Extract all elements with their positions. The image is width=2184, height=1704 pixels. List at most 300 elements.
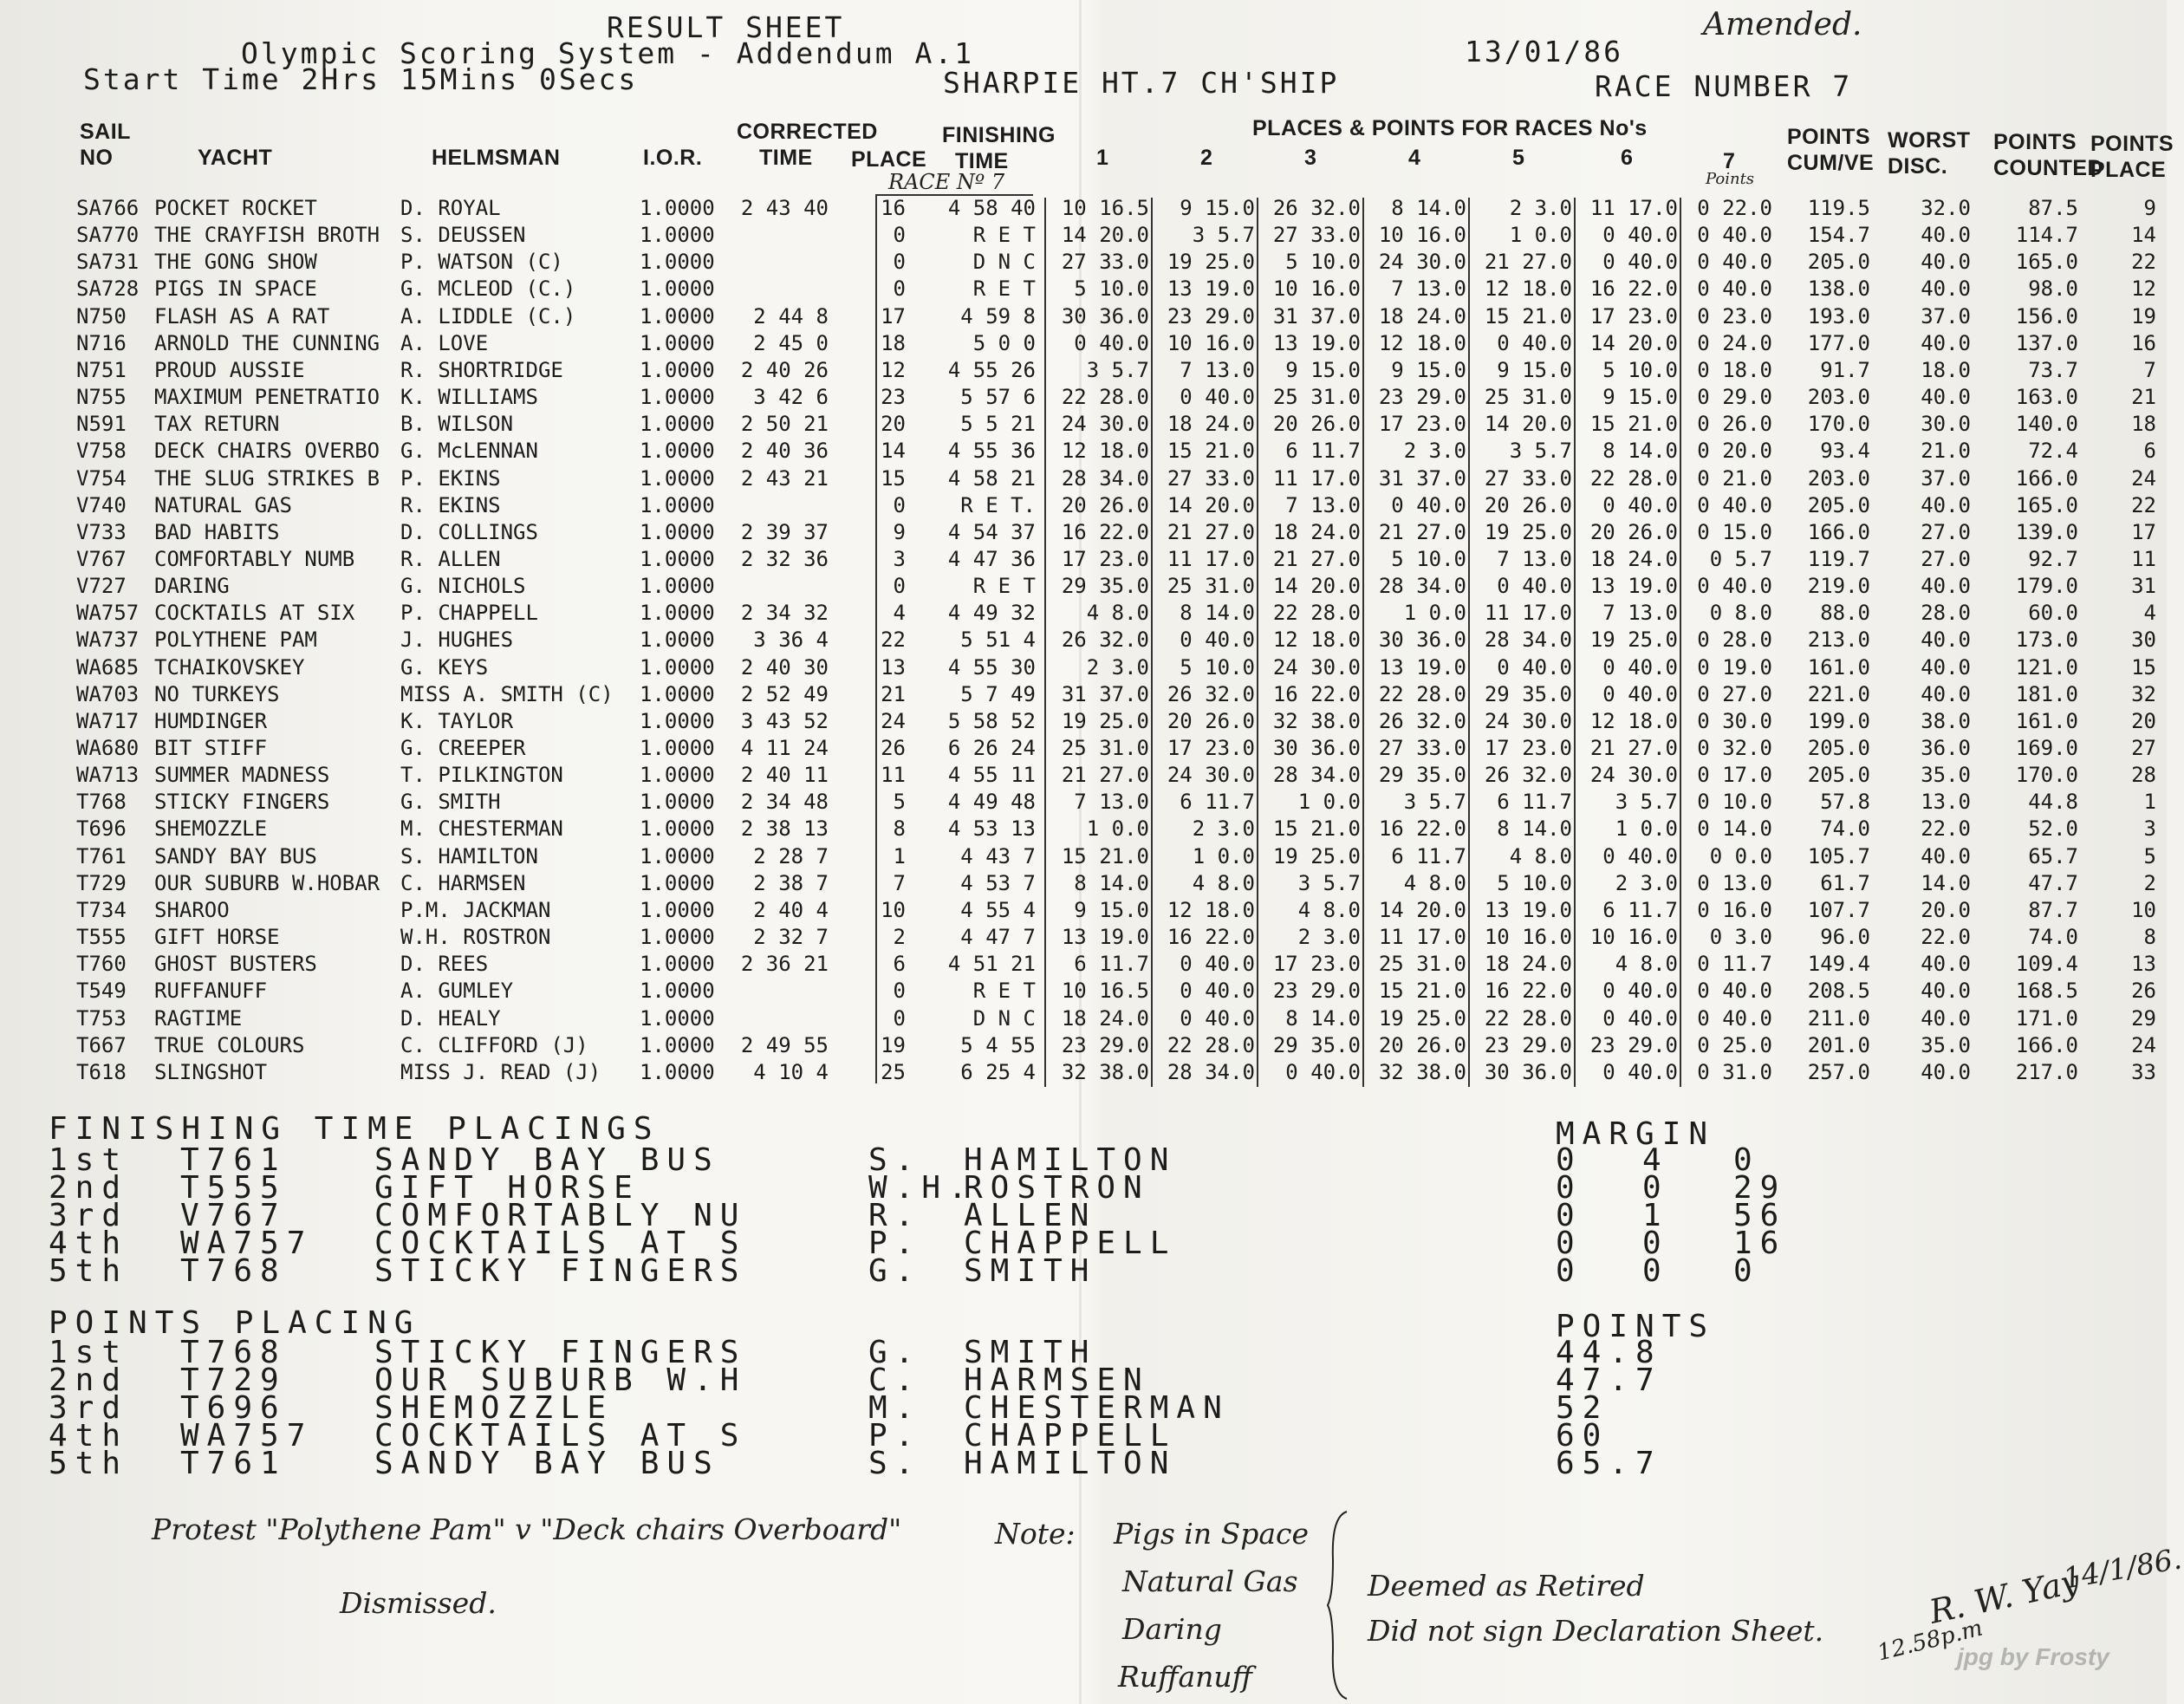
- col-disc: DISC.: [1888, 154, 1948, 179]
- cell-race1: 20 26.0: [1061, 492, 1149, 517]
- cell-race3: 15 21.0: [1272, 816, 1361, 842]
- cell-race6: 11 17.0: [1589, 196, 1678, 220]
- cell-place: 17: [881, 303, 906, 328]
- placing-pos: 1st: [49, 1142, 129, 1178]
- cell-finish-time: D N C: [972, 250, 1036, 275]
- cell-helmsman: MISS J. READ (J): [400, 1059, 601, 1084]
- cell-finish-time: 6 25 4: [960, 1059, 1036, 1084]
- cell-sail: T753: [76, 1005, 127, 1031]
- cell-race3: 13 19.0: [1272, 330, 1361, 355]
- cell-race1: 5 10.0: [1074, 276, 1149, 302]
- cell-race5: 3 5.7: [1509, 439, 1572, 464]
- column-divider: [1257, 198, 1258, 1087]
- cell-race6: 1 0.0: [1615, 816, 1678, 842]
- placing-helm-name: CHAPPELL: [964, 1226, 1177, 1261]
- cell-race7: 0 28.0: [1697, 628, 1772, 653]
- placing-sail: WA757: [180, 1418, 314, 1454]
- placing-sail: WA757: [180, 1226, 314, 1261]
- cell-place: 4: [893, 601, 906, 626]
- cell-race3: 26 32.0: [1272, 196, 1361, 220]
- cell-race7: 0 40.0: [1697, 574, 1772, 599]
- cell-finish-time: 4 53 7: [960, 870, 1036, 895]
- cell-yacht: GIFT HORSE: [154, 925, 280, 950]
- cell-race7: 0 3.0: [1709, 925, 1772, 950]
- col-race-2: 2: [1200, 146, 1213, 170]
- cell-helmsman: P. EKINS: [400, 465, 501, 491]
- cell-counted: 137.0: [2015, 330, 2078, 355]
- cell-race7: 0 22.0: [1697, 196, 1772, 220]
- cell-worst-disc: 13.0: [1921, 790, 1971, 815]
- cell-race7: 0 14.0: [1697, 816, 1772, 842]
- cell-final-place: 13: [2131, 952, 2156, 977]
- cell-race2: 16 22.0: [1167, 925, 1255, 950]
- cell-yacht: DARING: [154, 574, 230, 599]
- placing-sail: T761: [180, 1446, 287, 1481]
- cell-race6: 0 40.0: [1602, 250, 1678, 275]
- protest-note: Protest "Polythene Pam" v "Deck chairs Overboard": [152, 1512, 902, 1546]
- cell-counted: 72.4: [2028, 439, 2078, 464]
- cell-race7: 0 40.0: [1697, 223, 1772, 248]
- cell-race2: 19 25.0: [1167, 250, 1255, 275]
- cell-race5: 16 22.0: [1484, 979, 1572, 1004]
- cell-sail: SA770: [76, 223, 140, 248]
- cell-race6: 0 40.0: [1602, 1059, 1678, 1084]
- placing-sail: T555: [180, 1170, 287, 1206]
- cell-finish-time: 4 49 32: [947, 601, 1036, 626]
- cell-race3: 28 34.0: [1272, 763, 1361, 788]
- cell-counted: 44.8: [2028, 790, 2078, 815]
- cell-finish-time: 4 55 26: [947, 357, 1036, 382]
- cell-race1: 3 5.7: [1086, 357, 1149, 382]
- cell-yacht: SLINGSHOT: [154, 1059, 268, 1084]
- cell-worst-disc: 27.0: [1921, 546, 1971, 571]
- cell-race4: 24 30.0: [1378, 250, 1466, 275]
- cell-place: 22: [881, 628, 906, 653]
- cell-ior: 1.0000: [640, 897, 715, 922]
- cell-corrected: 2 34 32: [740, 601, 829, 626]
- cell-place: 18: [881, 330, 906, 355]
- cell-race1: 9 15.0: [1074, 897, 1149, 922]
- cell-worst-disc: 40.0: [1921, 385, 1971, 410]
- sheet-title: RESULT SHEET: [607, 10, 845, 44]
- cell-race1: 13 19.0: [1061, 925, 1149, 950]
- cell-counted: 163.0: [2015, 385, 2078, 410]
- placing-pos: 2nd: [49, 1363, 129, 1398]
- cell-worst-disc: 40.0: [1921, 330, 1971, 355]
- cell-helmsman: S. DEUSSEN: [400, 223, 526, 248]
- signature: R. W. Yay: [1926, 1562, 2083, 1631]
- cell-race7: 0 32.0: [1697, 736, 1772, 760]
- cell-counted: 179.0: [2015, 574, 2078, 599]
- cell-race2: 14 20.0: [1167, 492, 1255, 517]
- cell-corrected: 2 43 21: [740, 465, 829, 491]
- col-race-6: 6: [1621, 146, 1634, 170]
- cell-race4: 4 8.0: [1403, 870, 1466, 895]
- cell-race2: 7 13.0: [1180, 357, 1255, 382]
- cell-corrected: 2 32 36: [740, 546, 829, 571]
- cell-helmsman: W.H. ROSTRON: [400, 925, 551, 950]
- cell-race2: 18 24.0: [1167, 412, 1255, 437]
- cell-race2: 10 16.0: [1167, 330, 1255, 355]
- cell-race2: 17 23.0: [1167, 736, 1255, 760]
- cell-race4: 12 18.0: [1378, 330, 1466, 355]
- cell-ior: 1.0000: [640, 250, 715, 275]
- placing-helm-name: HAMILTON: [964, 1446, 1177, 1481]
- placing-yacht: COCKTAILS AT S: [374, 1418, 747, 1454]
- cell-counted: 217.0: [2015, 1059, 2078, 1084]
- cell-race4: 21 27.0: [1378, 519, 1466, 544]
- retired-note: Deemed as Retired: [1368, 1569, 1645, 1603]
- cell-race1: 24 30.0: [1061, 412, 1149, 437]
- cell-sail: N591: [76, 412, 127, 437]
- cell-race6: 18 24.0: [1589, 546, 1678, 571]
- cell-race1: 15 21.0: [1061, 843, 1149, 868]
- cell-race4: 15 21.0: [1378, 979, 1466, 1004]
- cell-finish-time: 5 51 4: [960, 628, 1036, 653]
- cell-race5: 28 34.0: [1484, 628, 1572, 653]
- cell-helmsman: J. HUGHES: [400, 628, 514, 653]
- declaration-note: Did not sign Declaration Sheet.: [1368, 1614, 1824, 1648]
- cell-ior: 1.0000: [640, 816, 715, 842]
- cell-helmsman: D. COLLINGS: [400, 519, 538, 544]
- cell-race4: 17 23.0: [1378, 412, 1466, 437]
- cell-corrected: 2 50 21: [740, 412, 829, 437]
- cell-sail: T761: [76, 843, 127, 868]
- cell-helmsman: P. CHAPPELL: [400, 601, 538, 626]
- cell-sail: V733: [76, 519, 127, 544]
- cell-race5: 9 15.0: [1497, 357, 1572, 382]
- placing-helm-init: W.H.: [868, 1170, 975, 1206]
- cell-place: 24: [881, 708, 906, 733]
- cell-place: 16: [881, 196, 906, 220]
- cell-race6: 17 23.0: [1589, 303, 1678, 328]
- placing-sail: V767: [180, 1198, 287, 1233]
- cell-yacht: THE GONG SHOW: [154, 250, 317, 275]
- cell-counted: 139.0: [2015, 519, 2078, 544]
- cell-finish-time: 4 55 30: [947, 654, 1036, 680]
- cell-race1: 6 11.7: [1074, 952, 1149, 977]
- cell-sail: WA703: [76, 681, 140, 706]
- cell-cumve: 88.0: [1820, 601, 1870, 626]
- cell-final-place: 2: [2143, 870, 2156, 895]
- cell-race2: 15 21.0: [1167, 439, 1255, 464]
- cell-final-place: 30: [2131, 628, 2156, 653]
- cell-corrected: 2 38 7: [753, 870, 829, 895]
- cell-helmsman: G. KEYS: [400, 654, 489, 680]
- cell-race1: 19 25.0: [1061, 708, 1149, 733]
- cell-race1: 12 18.0: [1061, 439, 1149, 464]
- cell-cumve: 161.0: [1807, 654, 1870, 680]
- cell-corrected: 2 40 30: [740, 654, 829, 680]
- cell-finish-time: R E T: [972, 574, 1036, 599]
- cell-race7: 0 10.0: [1697, 790, 1772, 815]
- cell-cumve: 199.0: [1807, 708, 1870, 733]
- cell-race6: 0 40.0: [1602, 1005, 1678, 1031]
- cell-place: 0: [893, 276, 906, 302]
- points-placings-title: POINTS PLACING: [49, 1305, 421, 1341]
- cell-yacht: POLYTHENE PAM: [154, 628, 317, 653]
- placing-helm-name: CHAPPELL: [964, 1418, 1177, 1454]
- cell-race5: 21 27.0: [1484, 250, 1572, 275]
- cell-ior: 1.0000: [640, 681, 715, 706]
- cell-corrected: 2 49 55: [740, 1032, 829, 1057]
- cell-race6: 12 18.0: [1589, 708, 1678, 733]
- cell-race6: 0 40.0: [1602, 654, 1678, 680]
- cell-yacht: GHOST BUSTERS: [154, 952, 317, 977]
- cell-counted: 52.0: [2028, 816, 2078, 842]
- cell-ior: 1.0000: [640, 790, 715, 815]
- cell-worst-disc: 27.0: [1921, 519, 1971, 544]
- placing-yacht: STICKY FINGERS: [374, 1253, 747, 1289]
- cell-sail: SA728: [76, 276, 140, 302]
- cell-sail: V740: [76, 492, 127, 517]
- cell-race6: 0 40.0: [1602, 979, 1678, 1004]
- cell-final-place: 33: [2131, 1059, 2156, 1084]
- placing-helm-init: C.: [868, 1363, 922, 1398]
- cell-race2: 12 18.0: [1167, 897, 1255, 922]
- cell-race6: 10 16.0: [1589, 925, 1678, 950]
- column-divider: [875, 194, 877, 1083]
- cell-race4: 7 13.0: [1391, 276, 1466, 302]
- placing-yacht: SANDY BAY BUS: [374, 1142, 720, 1178]
- cell-sail: V754: [76, 465, 127, 491]
- cell-race3: 7 13.0: [1285, 492, 1361, 517]
- cell-cumve: 93.4: [1820, 439, 1870, 464]
- cell-helmsman: M. CHESTERMAN: [400, 816, 563, 842]
- cell-helmsman: MISS A. SMITH (C): [400, 681, 614, 706]
- cell-race1: 21 27.0: [1061, 763, 1149, 788]
- cell-sail: T549: [76, 979, 127, 1004]
- placing-m2: 0: [1642, 1253, 1669, 1289]
- cell-race1: 7 13.0: [1074, 790, 1149, 815]
- placing-sail: T696: [180, 1390, 287, 1426]
- cell-race4: 31 37.0: [1378, 465, 1466, 491]
- column-divider: [1468, 198, 1470, 1087]
- cell-finish-time: 4 47 36: [947, 546, 1036, 571]
- cell-race1: 18 24.0: [1061, 1005, 1149, 1031]
- cell-counted: 165.0: [2015, 250, 2078, 275]
- cell-ior: 1.0000: [640, 601, 715, 626]
- race-7-note: RACE Nº 7: [888, 170, 1005, 194]
- cell-race2: 20 26.0: [1167, 708, 1255, 733]
- cell-race2: 21 27.0: [1167, 519, 1255, 544]
- cell-worst-disc: 40.0: [1921, 654, 1971, 680]
- cell-corrected: 2 43 40: [740, 196, 829, 220]
- cell-cumve: 74.0: [1820, 816, 1870, 842]
- cell-final-place: 4: [2143, 601, 2156, 626]
- cell-race6: 0 40.0: [1602, 843, 1678, 868]
- cell-ior: 1.0000: [640, 952, 715, 977]
- cell-race7: 0 15.0: [1697, 519, 1772, 544]
- cell-finish-time: 4 55 36: [947, 439, 1036, 464]
- cell-race4: 1 0.0: [1403, 601, 1466, 626]
- cell-corrected: 4 11 24: [740, 736, 829, 760]
- column-divider: [1574, 198, 1576, 1087]
- placing-m1: 0: [1556, 1170, 1583, 1206]
- cell-race6: 19 25.0: [1589, 628, 1678, 653]
- placing-m3: 0: [1733, 1142, 1760, 1178]
- placing-helm-name: ROSTRON: [964, 1170, 1150, 1206]
- cell-race6: 2 3.0: [1615, 870, 1678, 895]
- cell-race5: 18 24.0: [1484, 952, 1572, 977]
- margin-title: MARGIN: [1556, 1116, 1716, 1152]
- cell-finish-time: 4 51 21: [947, 952, 1036, 977]
- cell-final-place: 10: [2131, 897, 2156, 922]
- cell-race3: 16 22.0: [1272, 681, 1361, 706]
- cell-race7: 0 11.7: [1697, 952, 1772, 977]
- placing-helm-init: P.: [868, 1226, 922, 1261]
- cell-race3: 21 27.0: [1272, 546, 1361, 571]
- placing-points: 65.7: [1556, 1446, 1662, 1481]
- cell-race3: 27 33.0: [1272, 223, 1361, 248]
- cell-ior: 1.0000: [640, 412, 715, 437]
- cell-corrected: 2 36 21: [740, 952, 829, 977]
- placing-sail: T768: [180, 1335, 287, 1370]
- cell-worst-disc: 40.0: [1921, 681, 1971, 706]
- cell-race5: 27 33.0: [1484, 465, 1572, 491]
- cell-helmsman: K. WILLIAMS: [400, 385, 538, 410]
- cell-finish-time: D N C: [972, 1005, 1036, 1031]
- cell-race4: 22 28.0: [1378, 681, 1466, 706]
- scoring-system: Olympic Scoring System - Addendum A.1: [241, 36, 975, 70]
- cell-place: 21: [881, 681, 906, 706]
- cell-place: 19: [881, 1032, 906, 1057]
- class-name: SHARPIE HT.7 CH'SHIP: [943, 66, 1340, 100]
- col-finishing: FINISHING: [942, 123, 1056, 147]
- cell-race6: 15 21.0: [1589, 412, 1678, 437]
- cell-race2: 0 40.0: [1180, 1005, 1255, 1031]
- cell-finish-time: 5 7 49: [960, 681, 1036, 706]
- cell-race3: 29 35.0: [1272, 1032, 1361, 1057]
- cell-corrected: 2 52 49: [740, 681, 829, 706]
- cell-place: 6: [893, 952, 906, 977]
- cell-yacht: RUFFANUFF: [154, 979, 268, 1004]
- cell-yacht: COMFORTABLY NUMB: [154, 546, 355, 571]
- cell-helmsman: G. McLENNAN: [400, 439, 538, 464]
- placing-yacht: STICKY FINGERS: [374, 1335, 747, 1370]
- cell-ior: 1.0000: [640, 276, 715, 302]
- cell-race6: 8 14.0: [1602, 439, 1678, 464]
- cell-cumve: 138.0: [1807, 276, 1870, 302]
- col-sail: SAIL: [80, 120, 131, 144]
- cell-counted: 181.0: [2015, 681, 2078, 706]
- note-yacht-4: Ruffanuff: [1118, 1660, 1253, 1694]
- cell-finish-time: 5 58 52: [947, 708, 1036, 733]
- cell-finish-time: R E T: [972, 979, 1036, 1004]
- cell-cumve: 203.0: [1807, 465, 1870, 491]
- cell-race2: 1 0.0: [1192, 843, 1255, 868]
- cell-race2: 22 28.0: [1167, 1032, 1255, 1057]
- cell-finish-time: 4 49 48: [947, 790, 1036, 815]
- cell-race2: 24 30.0: [1167, 763, 1255, 788]
- cell-yacht: SHEMOZZLE: [154, 816, 268, 842]
- cell-race4: 25 31.0: [1378, 952, 1466, 977]
- cell-finish-time: R E T.: [960, 492, 1036, 517]
- cell-finish-time: 5 57 6: [960, 385, 1036, 410]
- cell-worst-disc: 40.0: [1921, 1059, 1971, 1084]
- cell-worst-disc: 30.0: [1921, 412, 1971, 437]
- cell-race2: 9 15.0: [1180, 196, 1255, 220]
- cell-worst-disc: 38.0: [1921, 708, 1971, 733]
- placing-pos: 2nd: [49, 1170, 129, 1206]
- cell-race3: 24 30.0: [1272, 654, 1361, 680]
- cell-final-place: 22: [2131, 250, 2156, 275]
- cell-ior: 1.0000: [640, 439, 715, 464]
- cell-place: 0: [893, 492, 906, 517]
- cell-final-place: 31: [2131, 574, 2156, 599]
- cell-cumve: 205.0: [1807, 492, 1870, 517]
- watermark: jpg by Frosty: [1957, 1643, 2109, 1670]
- placing-helm-init: M.: [868, 1390, 922, 1426]
- cell-final-place: 7: [2143, 357, 2156, 382]
- cell-worst-disc: 21.0: [1921, 439, 1971, 464]
- cell-race1: 28 34.0: [1061, 465, 1149, 491]
- cell-race5: 20 26.0: [1484, 492, 1572, 517]
- cell-finish-time: 6 26 24: [947, 736, 1036, 760]
- cell-cumve: 221.0: [1807, 681, 1870, 706]
- cell-yacht: TRUE COLOURS: [154, 1032, 305, 1057]
- cell-sail: V758: [76, 439, 127, 464]
- cell-ior: 1.0000: [640, 303, 715, 328]
- cell-sail: WA737: [76, 628, 140, 653]
- cell-race4: 3 5.7: [1403, 790, 1466, 815]
- placing-pos: 5th: [49, 1253, 129, 1289]
- cell-yacht: SUMMER MADNESS: [154, 763, 330, 788]
- cell-final-place: 9: [2143, 196, 2156, 220]
- cell-race2: 0 40.0: [1180, 385, 1255, 410]
- cell-helmsman: A. GUMLEY: [400, 979, 514, 1004]
- cell-cumve: 149.4: [1807, 952, 1870, 977]
- placing-yacht: SANDY BAY BUS: [374, 1446, 720, 1481]
- cell-race2: 3 5.7: [1192, 223, 1255, 248]
- cell-ior: 1.0000: [640, 925, 715, 950]
- cell-finish-time: 4 58 21: [947, 465, 1036, 491]
- finishing-placings-title: FINISHING TIME PLACINGS: [49, 1111, 660, 1147]
- placing-yacht: GIFT HORSE: [374, 1170, 640, 1206]
- cell-cumve: 177.0: [1807, 330, 1870, 355]
- cell-ior: 1.0000: [640, 843, 715, 868]
- cell-race1: 25 31.0: [1061, 736, 1149, 760]
- cell-final-place: 28: [2131, 763, 2156, 788]
- cell-final-place: 17: [2131, 519, 2156, 544]
- cell-counted: 114.7: [2015, 223, 2078, 248]
- cell-race6: 22 28.0: [1589, 465, 1678, 491]
- cell-corrected: 2 44 8: [753, 303, 829, 328]
- cell-race1: 32 38.0: [1061, 1059, 1149, 1084]
- col-place: PLACE: [851, 147, 927, 172]
- cell-race5: 22 28.0: [1484, 1005, 1572, 1031]
- col-counted: COUNTED: [1993, 156, 2104, 180]
- placing-pos: 4th: [49, 1418, 129, 1454]
- cell-race1: 16 22.0: [1061, 519, 1149, 544]
- cell-race5: 30 36.0: [1484, 1059, 1572, 1084]
- cell-race3: 31 37.0: [1272, 303, 1361, 328]
- cell-final-place: 5: [2143, 843, 2156, 868]
- cell-final-place: 6: [2143, 439, 2156, 464]
- cell-race5: 7 13.0: [1497, 546, 1572, 571]
- cell-final-place: 18: [2131, 412, 2156, 437]
- cell-helmsman: D. REES: [400, 952, 489, 977]
- cell-worst-disc: 28.0: [1921, 601, 1971, 626]
- cell-counted: 170.0: [2015, 763, 2078, 788]
- cell-race3: 18 24.0: [1272, 519, 1361, 544]
- cell-place: 25: [881, 1059, 906, 1084]
- cell-race6: 16 22.0: [1589, 276, 1678, 302]
- placing-sail: T768: [180, 1253, 287, 1289]
- note-yacht-3: Daring: [1122, 1612, 1222, 1646]
- cell-race6: 14 20.0: [1589, 330, 1678, 355]
- cell-place: 9: [893, 519, 906, 544]
